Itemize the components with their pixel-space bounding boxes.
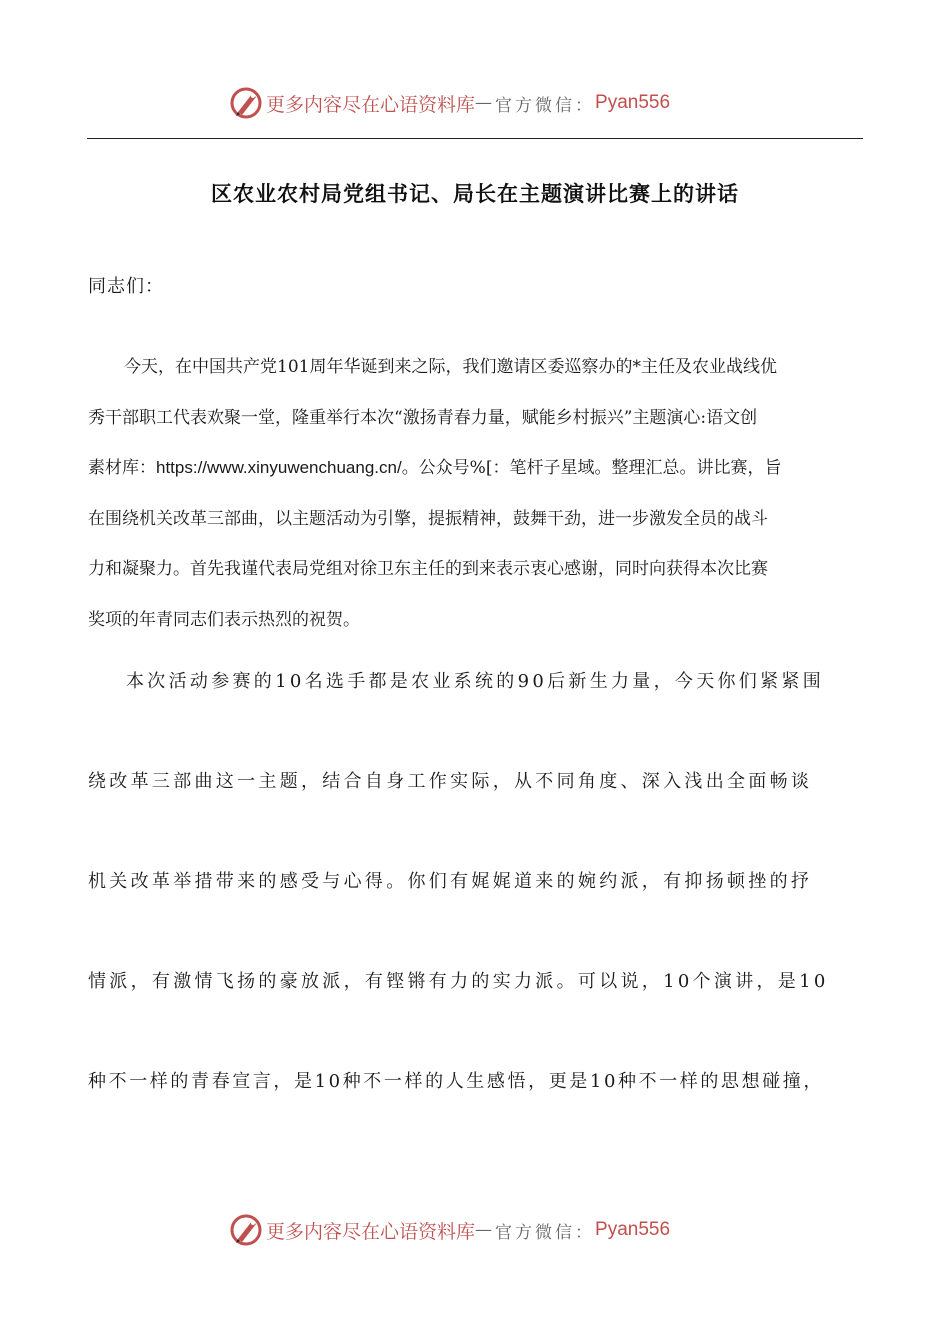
paragraph-line-part: 素材库： bbox=[88, 458, 156, 478]
banner-slogan: 更多内容尽在心语资料库 bbox=[266, 1220, 476, 1243]
website-link[interactable]: https://www.xinyuwenchuang.cn/ bbox=[156, 458, 402, 477]
banner-wechat-label: 官方微信： bbox=[495, 1222, 596, 1243]
paragraph-line: 本次活动参赛的10名选手都是农业系统的90后新生力量，今天你们紧紧围 bbox=[126, 671, 825, 692]
salutation: 同志们： bbox=[88, 276, 164, 297]
paragraph-line: 秀干部职工代表欢聚一堂，隆重举行本次“激扬青春力量，赋能乡村振兴”主题演心:语文创 bbox=[88, 407, 758, 428]
banner-wechat-id: Pyan556 bbox=[595, 1219, 671, 1240]
paragraph-line: 力和凝聚力。首先我谨代表局党组对徐卫东主任的到来表示衷心感谢，同时向获得本次比赛 bbox=[88, 559, 768, 579]
paragraph-line: 今天，在中国共产党101周年华诞到来之际，我们邀请区委巡察办的*主任及农业战线优 bbox=[124, 357, 777, 377]
paragraph-line: 机关改革举措带来的感受与心得。你们有娓娓道来的婉约派，有抑扬顿挫的抒 bbox=[88, 871, 813, 892]
banner-wechat-id: Pyan556 bbox=[595, 92, 671, 113]
paragraph-line: 情派，有激情飞扬的豪放派，有铿锵有力的实力派。可以说，10个演讲，是10 bbox=[88, 971, 829, 992]
pen-logo-icon bbox=[228, 1212, 264, 1248]
header-divider bbox=[87, 138, 863, 139]
paragraph-line-part: 。公众号%[：笔杆子星域。整理汇总。讲比赛，旨 bbox=[401, 458, 782, 478]
paragraph-line: 在围绕机关改革三部曲，以主题活动为引擎，提振精神，鼓舞干劲，进一步激发全员的战斗 bbox=[88, 508, 768, 529]
banner-separator: — bbox=[475, 93, 496, 113]
banner-slogan: 更多内容尽在心语资料库 bbox=[266, 93, 476, 116]
document-title: 区农业农村局党组书记、局长在主题演讲比赛上的讲话 bbox=[211, 181, 739, 206]
pen-logo-icon bbox=[228, 85, 264, 121]
footer-banner bbox=[0, 1206, 950, 1254]
paragraph-1 bbox=[88, 342, 864, 645]
banner-separator: — bbox=[475, 1220, 496, 1240]
paragraph-line: 种不一样的青春宣言，是10种不一样的人生感悟，更是10种不一样的思想碰撞， bbox=[88, 1071, 825, 1092]
paragraph-2 bbox=[88, 657, 864, 1157]
paragraph-line bbox=[88, 443, 864, 494]
header-banner bbox=[0, 79, 950, 127]
banner-wechat-label: 官方微信： bbox=[495, 95, 596, 116]
paragraph-line: 绕改革三部曲这一主题，结合自身工作实际，从不同角度、深入浅出全面畅谈 bbox=[88, 771, 813, 792]
paragraph-line: 奖项的年青同志们表示热烈的祝贺。 bbox=[88, 609, 360, 630]
